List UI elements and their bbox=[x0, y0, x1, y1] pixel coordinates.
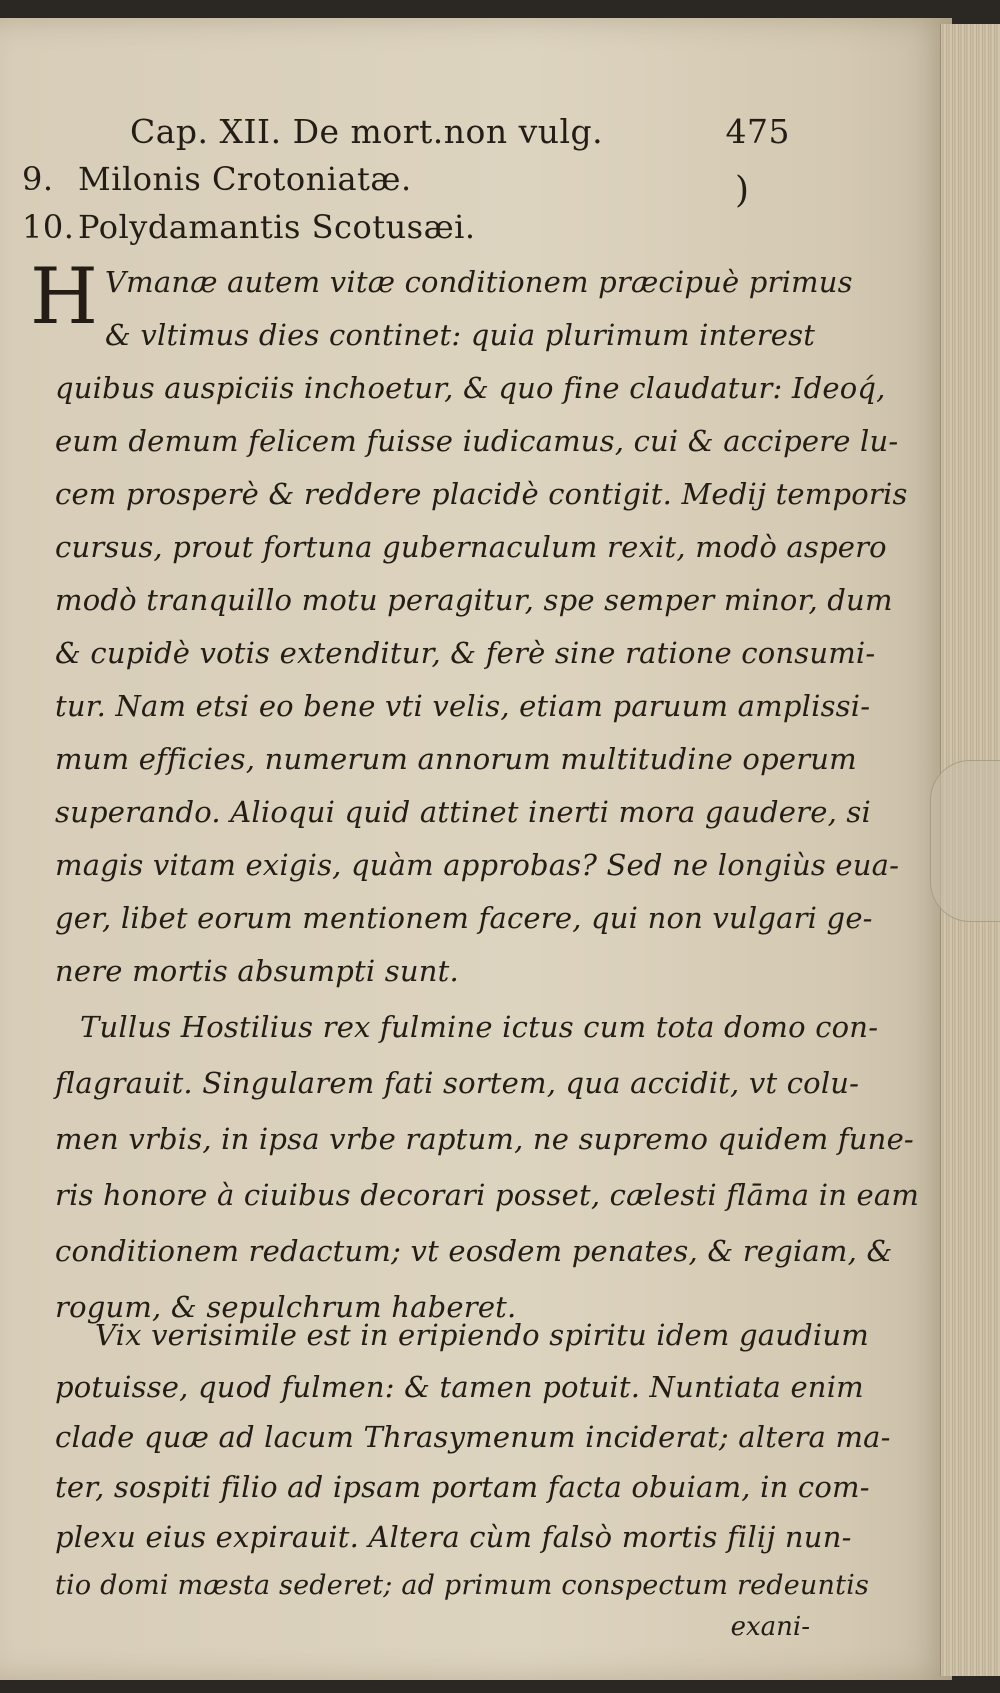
text-line: eum demum felicem fuisse iudicamus, cui & accipere lu- bbox=[55, 424, 899, 458]
text-line: tio domi mæsta sederet; ad primum conspectum redeuntis bbox=[55, 1570, 870, 1601]
text-line: clade quæ ad lacum Thrasymenum inciderat; altera ma- bbox=[55, 1420, 891, 1454]
text-line: rogum, & sepulchrum haberet. bbox=[55, 1290, 517, 1324]
text-line: modò tranquillo motu peragitur, spe semper minor, dum bbox=[55, 583, 893, 617]
subtitle-text: Milonis Crotoniatæ. bbox=[78, 160, 412, 198]
text-line: potuisse, quod fulmen: & tamen potuit. Nuntiata enim bbox=[55, 1370, 864, 1404]
page-number: 475 bbox=[725, 112, 790, 151]
subtitle-number: 10. bbox=[22, 208, 75, 246]
text-line: ter, sospiti filio ad ipsam portam facta obuiam, in com- bbox=[55, 1470, 870, 1504]
text-line: Vix verisimile est in eripiendo spiritu idem gaudium bbox=[95, 1318, 869, 1352]
text-line: flagrauit. Singularem fati sortem, qua accidit, vt colu- bbox=[55, 1066, 860, 1100]
text-line: cem prosperè & reddere placidè contigit. Medij temporis bbox=[55, 477, 908, 511]
subtitle-10 bbox=[22, 208, 476, 246]
subtitle-number: 9. bbox=[22, 160, 54, 198]
text-line: conditionem redactum; vt eosdem penates, & regiam, & bbox=[55, 1234, 893, 1268]
subtitle-text: Polydamantis Scotusæi. bbox=[78, 208, 476, 246]
subtitle-9 bbox=[22, 160, 412, 198]
text-line: tur. Nam etsi eo bene vti velis, etiam paruum amplissi- bbox=[55, 689, 871, 723]
text-line: mum efficies, numerum annorum multitudine operum bbox=[55, 742, 857, 776]
text-line: Tullus Hostilius rex fulmine ictus cum tota domo con- bbox=[80, 1010, 879, 1044]
text-line: & cupidè votis extenditur, & ferè sine ratione consumi- bbox=[55, 636, 876, 670]
text-line: nere mortis absumpti sunt. bbox=[55, 954, 459, 988]
text-line: ris honore à ciuibus decorari posset, cælesti flāma in eam bbox=[55, 1178, 920, 1212]
text-line: ger, libet eorum mentionem facere, qui non vulgari ge- bbox=[55, 901, 873, 935]
chapter-title: Cap. XII. De mort.non vulg. bbox=[130, 112, 604, 151]
drop-initial: H bbox=[30, 252, 99, 342]
text-line: & vltimus dies continet: quia plurimum interest bbox=[105, 318, 816, 352]
text-line: superando. Alioqui quid attinet inerti mora gaudere, si bbox=[55, 795, 871, 829]
text-line: magis vitam exigis, quàm approbas? Sed ne longiùs eua- bbox=[55, 848, 900, 882]
running-header bbox=[130, 112, 790, 162]
margin-mark: ) bbox=[735, 170, 750, 211]
text-line: Vmanæ autem vitæ conditionem præcipuè primus bbox=[105, 265, 853, 299]
text-line: cursus, prout fortuna gubernaculum rexit, modò aspero bbox=[55, 530, 887, 564]
text-line: men vrbis, in ipsa vrbe raptum, ne supremo quidem fune- bbox=[55, 1122, 914, 1156]
text-line: quibus auspiciis inchoetur, & quo fine claudatur: Ideoq́, bbox=[55, 371, 886, 405]
thumb-index-tab bbox=[930, 760, 1000, 922]
text-line: plexu eius expirauit. Altera cùm falsò mortis filij nun- bbox=[55, 1520, 852, 1554]
catchword: exani- bbox=[730, 1612, 810, 1642]
